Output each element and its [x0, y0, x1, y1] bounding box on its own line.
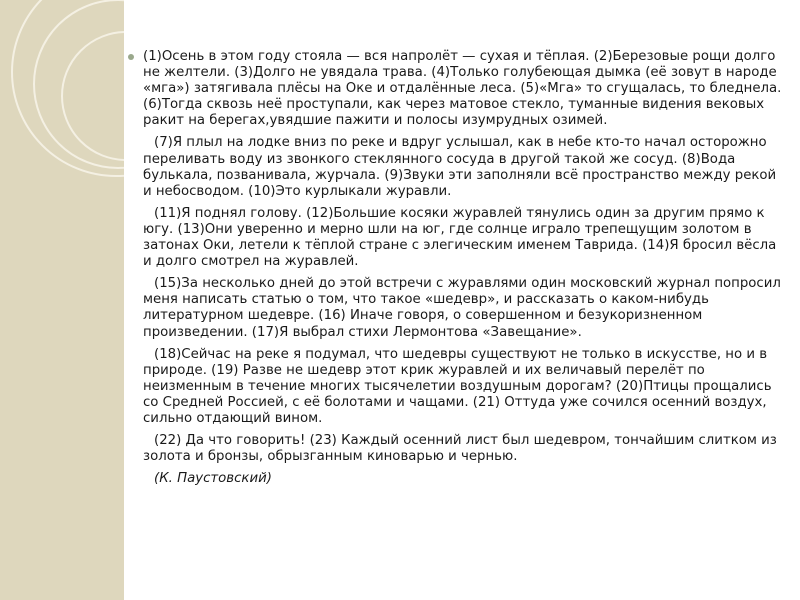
author-attribution: (К. Паустовский): [154, 471, 272, 487]
paragraph-1-text: (1)Осень в этом году стояла — вся напролёт — сухая и тёплая. (2)Березовые рощи долго не желтели. (3)Долго не увядала трава. (4)Только голубеющая дымка (её зовут в народе «мга») затягивала плёсы на Оке и отдалённые леса. (5)«Мга» то сгущалась, то бледнела. (6)Тогда сквозь неё проступали, как через матовое стекло, туманные видения вековых ракит на берегах,увядшие пажити и полосы изумрудных озимей.: [143, 49, 782, 129]
paragraph-2: (7)Я плыл на лодке вниз по реке и вдруг услышал, как в небе кто-то начал осторожно переливать воду из звонкого стеклянного сосуда в другой такой же сосуд. (8)Вода булькала, позванивала, журчала. (9)Звуки эти заполняли всё пространство между рекой и небосводом. (10)Это курлыкали журавли.: [143, 135, 777, 199]
paragraph-3: (11)Я поднял голову. (12)Большие косяки журавлей тянулись один за другим прямо к югу. (13)Они уверенно и мерно шли на юг, где солнце играло трепещущим золотом в затонах Оки, летели к тёплой стране с элегическим именем Таврида. (14)Я бросил вёсла и долго смотрел на журавлей.: [143, 205, 777, 270]
paragraph-5: (18)Сейчас на реке я подумал, что шедевры существуют не только в искусстве, но и в природе. (19) Разве не шедевр этот крик журавлей и их величавый перелёт по неизменным в течение многих тысячелетии воздушным дорогам? (20)Птицы прощались со Средней Россией, с её болотами и чащами. (21) Оттуда уже сочился осенний воздух, сильно отдающий вином.: [143, 346, 772, 426]
decorative-rings: [0, 0, 124, 600]
paragraph-6: (22) Да что говорить! (23) Каждый осенний лист был шедевром, тончайшим слитком из золота и бронзы, обрызганным киноварью и чернью.: [143, 433, 777, 465]
paragraph-4: (15)За несколько дней до этой встречи с журавлями один московский журнал попросил меня написать статью о том, что такое «шедевр», и рассказать о каком-нибудь литературном шедевре. (16) Иначе говоря, о совершенном и безукоризненном произведении. (17)Я выбрал стихи Лермонтова «Завещание».: [143, 276, 781, 340]
decorative-side-band: [0, 0, 124, 600]
bullet-icon: [128, 54, 134, 60]
text-body: [143, 49, 783, 487]
paragraph-1: [143, 49, 783, 129]
